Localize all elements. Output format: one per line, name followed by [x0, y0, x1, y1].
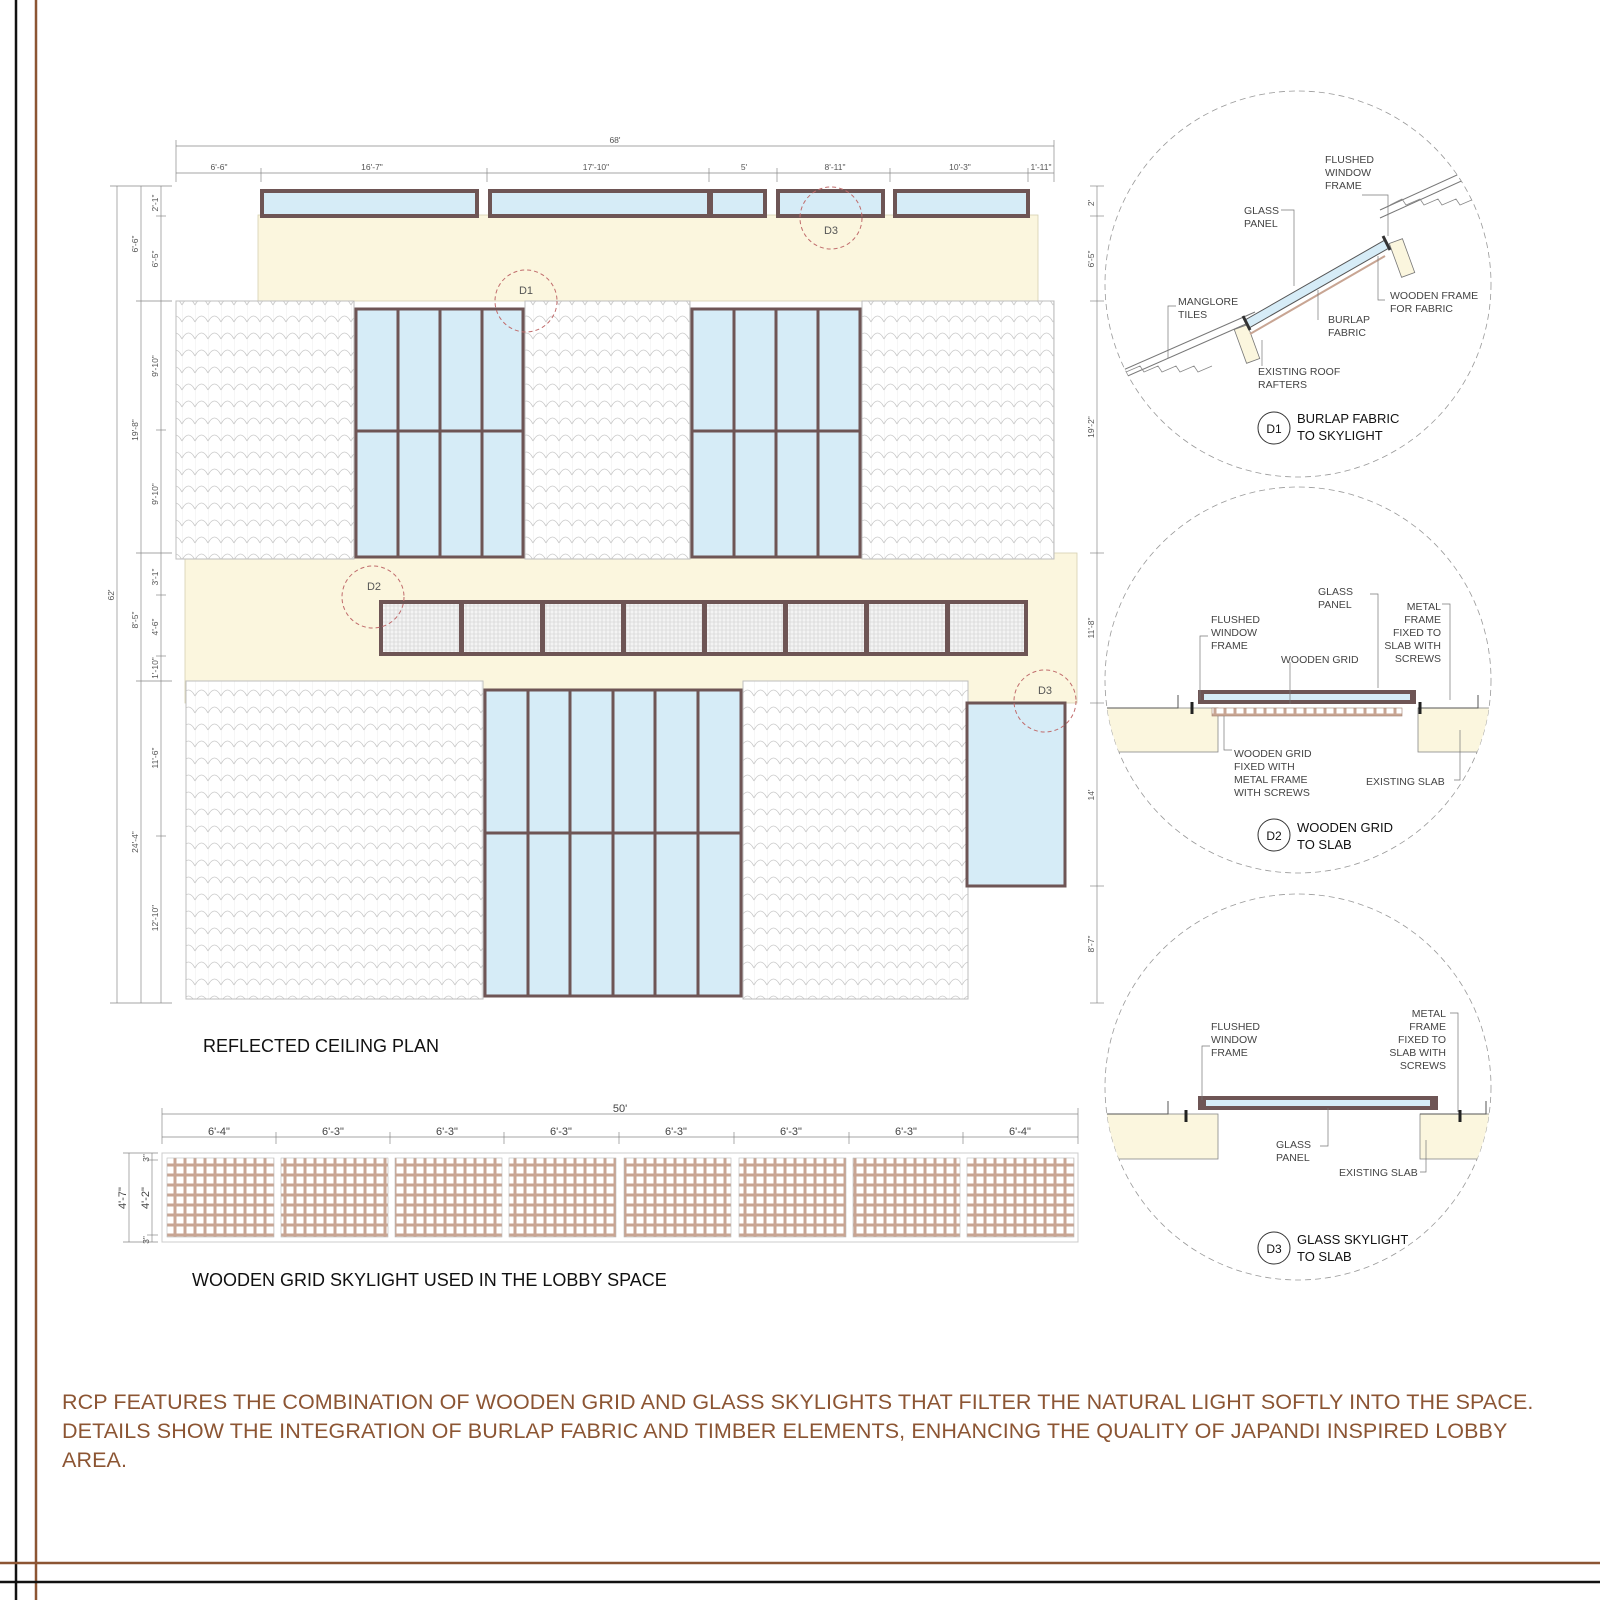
description-text: RCP FEATURES THE COMBINATION OF WOODEN GRID AND GLASS SKYLIGHTS THAT FILTER THE NATURAL LIGHT SOFTLY INTO THE SPACE. DETAILS SHOW THE INTEGRATION OF BURLAP FABRIC AND TIMBER ELEMENTS, ENHANCING THE QUALITY OF JAPANDI INSPIRED LOBBY AREA.: [62, 1390, 1534, 1472]
d3-label-metal-3: FIXED TO: [1397, 1034, 1446, 1046]
d3-label-metal-5: SCREWS: [1399, 1060, 1446, 1072]
d1-label-wooden-frame-1: WOODEN FRAME: [1390, 290, 1479, 302]
plan-tag-d3-top: D3: [823, 225, 839, 237]
d1-label-burlap-1: BURLAP: [1328, 314, 1371, 326]
lobby-wooden-grid-elevation: [117, 1103, 1078, 1290]
d2-tag: D2: [1266, 829, 1282, 843]
top-skylight-strip: [262, 191, 1028, 216]
tile-area-1: [176, 301, 354, 559]
dim-left-sub-4: 24'-4": [130, 831, 140, 853]
d2-label-metal-5: SCREWS: [1394, 653, 1441, 665]
reflected-ceiling-plan: [106, 135, 1104, 1056]
d2-title-2: TO SLAB: [1297, 837, 1352, 852]
d1-label-tiles-2: TILES: [1178, 309, 1208, 321]
d3-label-flushed-2: WINDOW: [1211, 1034, 1258, 1046]
grid-panel-dim-6: 6'-3": [780, 1126, 802, 1138]
tile-area-2: [525, 301, 690, 559]
dim-left-1: 2'-1": [150, 194, 160, 212]
glass-skylight-b: [692, 309, 860, 557]
d2-label-fixed-4: WITH SCREWS: [1234, 787, 1310, 799]
dim-right-1: 2': [1086, 199, 1096, 207]
d1-label-flushed-1: FLUSHED: [1325, 154, 1375, 166]
plan-title: REFLECTED CEILING PLAN: [203, 1036, 440, 1056]
detail-d2: [1100, 487, 1518, 873]
d3-label-slab: EXISTING SLAB: [1339, 1167, 1418, 1179]
d3-label-flushed-3: FRAME: [1211, 1047, 1248, 1059]
dim-top-6: 10'-3": [949, 162, 971, 172]
dim-left-sub-3: 8'-5": [130, 611, 140, 629]
d1-label-flushed-3: FRAME: [1325, 180, 1362, 192]
grid-panel-dim-5: 6'-3": [665, 1126, 687, 1138]
d2-label-metal-1: METAL: [1406, 601, 1441, 613]
lobby-grid-title: WOODEN GRID SKYLIGHT USED IN THE LOBBY SPACE: [192, 1270, 667, 1290]
grid-overall-width: 50': [612, 1103, 628, 1115]
d3-tag: D3: [1266, 1242, 1282, 1256]
d2-label-fixed-3: METAL FRAME: [1234, 774, 1308, 786]
d2-label-flushed-1: FLUSHED: [1211, 614, 1261, 626]
dim-top-3: 17'-10": [582, 162, 610, 172]
dim-right-4: 11'-8": [1086, 617, 1096, 639]
tile-area-5: [743, 681, 968, 999]
grid-height-dim-3: 3": [141, 1236, 151, 1244]
dim-right-6: 8'-7": [1086, 935, 1096, 953]
d2-label-fixed-2: FIXED WITH: [1234, 761, 1295, 773]
grid-panel-dim-3: 6'-3": [436, 1126, 458, 1138]
d2-label-flushed-3: FRAME: [1211, 640, 1248, 652]
dim-left-7: 1'-10": [150, 657, 160, 679]
d1-label-glass-2: PANEL: [1244, 218, 1278, 230]
dim-left-8: 11'-6": [150, 747, 160, 769]
d3-label-glass-1: GLASS: [1276, 1139, 1312, 1151]
dim-left-9: 12'-10": [150, 904, 160, 932]
d2-label-fixed-1: WOODEN GRID: [1234, 748, 1312, 760]
d3-label-metal-2: FRAME: [1409, 1021, 1446, 1033]
grid-height-dim-1: 3": [141, 1154, 151, 1162]
dim-overall-height: 62': [106, 589, 116, 601]
d1-label-wooden-frame-2: FOR FABRIC: [1390, 303, 1454, 315]
dim-left-sub-2: 19'-8": [130, 419, 140, 441]
d2-label-metal-2: FRAME: [1404, 614, 1441, 626]
dim-right-5: 14': [1086, 789, 1096, 801]
dim-top-4: 5': [740, 162, 748, 172]
glass-skylight-c: [485, 690, 741, 996]
dim-top-5: 8'-11": [824, 162, 846, 172]
d2-label-flushed-2: WINDOW: [1211, 627, 1258, 639]
dim-top-1: 6'-6": [210, 162, 228, 172]
d1-label-tiles-1: MANGLORE: [1178, 296, 1239, 308]
grid-panel-dim-7: 6'-3": [895, 1126, 917, 1138]
dim-overall-width: 68': [609, 135, 621, 145]
d1-label-flushed-2: WINDOW: [1325, 167, 1372, 179]
tile-area-4: [186, 681, 483, 999]
grid-overall-height: 4'-7": [117, 1187, 129, 1209]
plan-tag-d3-right: D3: [1037, 685, 1053, 697]
detail-d3: [1100, 894, 1520, 1280]
dim-left-5: 3'-1": [150, 568, 160, 586]
dim-right-2: 6'-5": [1086, 250, 1096, 268]
dim-left-6: 4'-6": [150, 618, 160, 636]
plan-tag-d1: D1: [518, 285, 534, 297]
plan-left-dimensions: [110, 186, 172, 1003]
lobby-grid-strip: [379, 600, 1028, 656]
grid-panel-dim-8: 6'-4": [1009, 1126, 1031, 1138]
d3-label-flushed-1: FLUSHED: [1211, 1021, 1261, 1033]
d1-label-rafters-1: EXISTING ROOF: [1258, 366, 1341, 378]
glass-skylight-d: [967, 703, 1065, 886]
grid-panel-dim-2: 6'-3": [322, 1126, 344, 1138]
d1-title-2: TO SKYLIGHT: [1297, 428, 1383, 443]
dim-left-sub-1: 6'-6": [130, 235, 140, 253]
d3-label-metal-4: SLAB WITH: [1389, 1047, 1446, 1059]
dim-left-3: 9'-10": [150, 355, 160, 377]
d3-label-glass-2: PANEL: [1276, 1152, 1310, 1164]
d1-label-rafters-2: RAFTERS: [1258, 379, 1308, 391]
d2-label-metal-3: FIXED TO: [1392, 627, 1441, 639]
d3-title-1: GLASS SKYLIGHT: [1297, 1232, 1409, 1247]
d1-tag: D1: [1266, 422, 1282, 436]
dim-right-3: 19'-2": [1086, 416, 1096, 438]
glass-skylight-a: [356, 309, 523, 557]
d2-label-glass-2: PANEL: [1318, 599, 1352, 611]
dim-top-7: 1'-11": [1030, 162, 1052, 172]
d1-label-glass-1: GLASS: [1244, 205, 1280, 217]
slab-band-top: [258, 215, 1038, 301]
d2-title-1: WOODEN GRID: [1297, 820, 1394, 835]
grid-height-dim-2: 4'-2": [140, 1187, 152, 1209]
grid-panel-dim-4: 6'-3": [550, 1126, 572, 1138]
d2-label-glass-1: GLASS: [1318, 586, 1354, 598]
dim-left-2: 6'-5": [150, 250, 160, 268]
dim-top-2: 16'-7": [361, 162, 383, 172]
d3-title-2: TO SLAB: [1297, 1249, 1352, 1264]
d1-label-burlap-2: FABRIC: [1328, 327, 1366, 339]
d1-title-1: BURLAP FABRIC: [1297, 411, 1400, 426]
d2-label-metal-4: SLAB WITH: [1384, 640, 1441, 652]
plan-tag-d2: D2: [366, 581, 382, 593]
tile-area-3: [862, 301, 1054, 559]
plan-right-dimensions: [1090, 186, 1104, 1003]
dim-left-4: 9'-10": [150, 483, 160, 505]
d3-label-metal-1: METAL: [1411, 1008, 1446, 1020]
d2-label-wooden-grid: WOODEN GRID: [1281, 654, 1359, 666]
d2-label-slab: EXISTING SLAB: [1366, 776, 1445, 788]
grid-panel-dim-1: 6'-4": [208, 1126, 230, 1138]
plan-top-dimensions: [176, 140, 1054, 182]
detail-d1: [1105, 91, 1491, 477]
